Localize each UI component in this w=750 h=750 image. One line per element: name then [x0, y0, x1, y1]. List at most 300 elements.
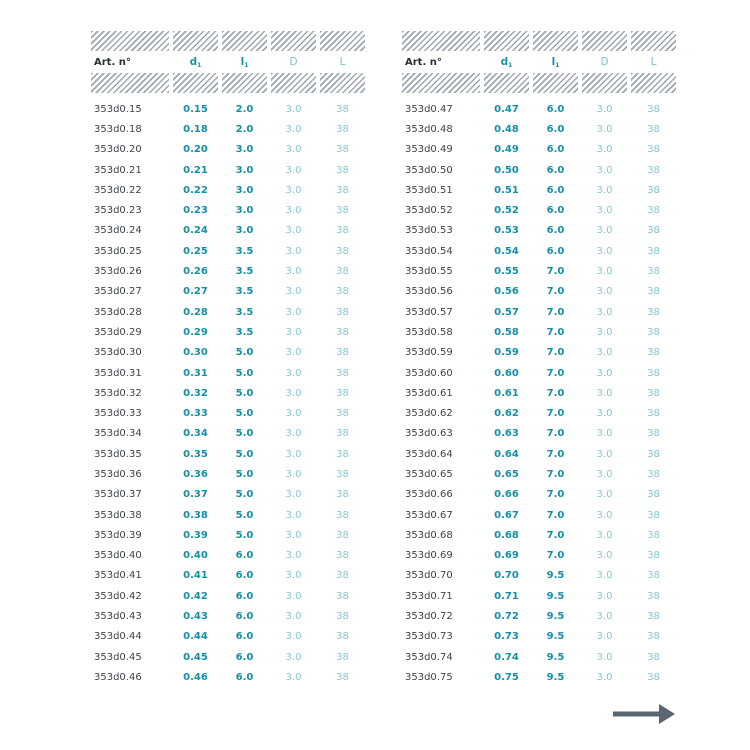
l1-cell: 6.0	[546, 144, 565, 156]
hatch-cell	[402, 31, 480, 51]
l1-cell: 3.5	[235, 286, 254, 298]
hatch-cell	[271, 73, 316, 93]
l1-cell: 7.0	[546, 489, 565, 501]
table-row	[402, 667, 676, 687]
D-cell: 3.0	[285, 306, 302, 318]
art-no-cell: 353d0.15	[94, 103, 142, 115]
d1-cell: 0.42	[183, 590, 208, 602]
l1-cell: 5.0	[235, 529, 254, 541]
hatch-cell	[484, 73, 529, 93]
L-cell: 38	[647, 164, 660, 176]
D-cell: 3.0	[596, 468, 613, 480]
art-no-cell: 353d0.38	[94, 509, 142, 521]
art-no-cell: 353d0.31	[94, 367, 142, 379]
art-no-cell: 353d0.72	[405, 611, 453, 623]
art-no-cell: 353d0.60	[405, 367, 453, 379]
art-no-cell: 353d0.47	[405, 103, 453, 115]
d1-cell: 0.53	[494, 225, 519, 237]
art-no-cell: 353d0.44	[94, 631, 142, 643]
d1-cell: 0.22	[183, 184, 208, 196]
table-row	[91, 140, 365, 160]
d1-cell: 0.74	[494, 651, 519, 663]
L-cell: 38	[336, 408, 349, 420]
D-cell: 3.0	[285, 326, 302, 338]
header-D: D	[289, 56, 298, 68]
L-cell: 38	[647, 347, 660, 359]
L-cell: 38	[336, 550, 349, 562]
D-cell: 3.0	[285, 631, 302, 643]
L-cell: 38	[336, 489, 349, 501]
D-cell: 3.0	[596, 347, 613, 359]
table-row	[402, 282, 676, 302]
art-no-cell: 353d0.24	[94, 225, 142, 237]
d1-cell: 0.68	[494, 529, 519, 541]
art-no-cell: 353d0.21	[94, 164, 142, 176]
L-cell: 38	[336, 428, 349, 440]
table-row	[91, 261, 365, 281]
L-cell: 38	[336, 144, 349, 156]
L-cell: 38	[647, 611, 660, 623]
art-no-cell: 353d0.35	[94, 448, 142, 460]
d1-cell: 0.60	[494, 367, 519, 379]
art-no-cell: 353d0.28	[94, 306, 142, 318]
l1-cell: 6.0	[235, 671, 254, 683]
L-cell: 38	[647, 326, 660, 338]
L-cell: 38	[647, 529, 660, 541]
table-row	[402, 403, 676, 423]
D-cell: 3.0	[285, 245, 302, 257]
l1-cell: 7.0	[546, 509, 565, 521]
L-cell: 38	[647, 144, 660, 156]
table-row	[402, 464, 676, 484]
art-no-cell: 353d0.26	[94, 266, 142, 278]
hatch-cell	[631, 31, 676, 51]
l1-cell: 7.0	[546, 387, 565, 399]
art-no-cell: 353d0.55	[405, 266, 453, 278]
L-cell: 38	[647, 103, 660, 115]
d1-cell: 0.39	[183, 529, 208, 541]
D-cell: 3.0	[596, 103, 613, 115]
hatch-cell	[271, 31, 316, 51]
L-cell: 38	[647, 651, 660, 663]
L-cell: 38	[647, 123, 660, 135]
art-no-cell: 353d0.70	[405, 570, 453, 582]
D-cell: 3.0	[285, 205, 302, 217]
art-no-cell: 353d0.68	[405, 529, 453, 541]
l1-cell: 5.0	[235, 509, 254, 521]
l1-cell: 6.0	[235, 550, 254, 562]
L-cell: 38	[336, 570, 349, 582]
table-row	[91, 119, 365, 139]
table-row	[402, 241, 676, 261]
d1-cell: 0.73	[494, 631, 519, 643]
D-cell: 3.0	[285, 387, 302, 399]
l1-cell: 6.0	[546, 103, 565, 115]
art-no-cell: 353d0.49	[405, 144, 453, 156]
D-cell: 3.0	[285, 590, 302, 602]
table-row	[91, 160, 365, 180]
l1-cell: 3.0	[235, 225, 254, 237]
table-row	[91, 403, 365, 423]
l1-cell: 7.0	[546, 408, 565, 420]
D-cell: 3.0	[596, 651, 613, 663]
D-cell: 3.0	[285, 266, 302, 278]
d1-cell: 0.58	[494, 326, 519, 338]
hatch-cell	[402, 73, 480, 93]
header-L: L	[650, 56, 657, 68]
d1-cell: 0.23	[183, 205, 208, 217]
hatch-cell	[582, 31, 627, 51]
D-cell: 3.0	[596, 245, 613, 257]
table-row	[91, 282, 365, 302]
D-cell: 3.0	[596, 489, 613, 501]
D-cell: 3.0	[285, 570, 302, 582]
d1-cell: 0.75	[494, 671, 519, 683]
L-cell: 38	[647, 266, 660, 278]
l1-cell: 7.0	[546, 529, 565, 541]
d1-cell: 0.28	[183, 306, 208, 318]
l1-cell: 9.5	[546, 631, 565, 643]
L-cell: 38	[647, 286, 660, 298]
d1-cell: 0.44	[183, 631, 208, 643]
art-no-cell: 353d0.62	[405, 408, 453, 420]
d1-cell: 0.69	[494, 550, 519, 562]
art-no-cell: 353d0.43	[94, 611, 142, 623]
l1-cell: 6.0	[546, 164, 565, 176]
hatch-cell	[582, 73, 627, 93]
table-row	[91, 99, 365, 119]
hatch-band-top	[91, 31, 365, 51]
table-row	[402, 180, 676, 200]
D-cell: 3.0	[596, 387, 613, 399]
D-cell: 3.0	[596, 428, 613, 440]
art-no-cell: 353d0.75	[405, 671, 453, 683]
l1-cell: 9.5	[546, 651, 565, 663]
D-cell: 3.0	[596, 184, 613, 196]
d1-cell: 0.55	[494, 266, 519, 278]
header-d1	[484, 51, 529, 73]
art-no-cell: 353d0.30	[94, 347, 142, 359]
d1-cell: 0.33	[183, 408, 208, 420]
table-row	[402, 302, 676, 322]
D-cell: 3.0	[596, 205, 613, 217]
art-no-cell: 353d0.37	[94, 489, 142, 501]
D-cell: 3.0	[285, 550, 302, 562]
table-row	[91, 464, 365, 484]
art-no-cell: 353d0.71	[405, 590, 453, 602]
l1-cell: 9.5	[546, 611, 565, 623]
header-d1-sub: 1	[197, 61, 202, 69]
table-row	[91, 302, 365, 322]
l1-cell: 7.0	[546, 306, 565, 318]
header-l1-label: l	[240, 55, 245, 68]
hatch-cell	[91, 31, 169, 51]
art-no-cell: 353d0.23	[94, 205, 142, 217]
d1-cell: 0.56	[494, 286, 519, 298]
d1-cell: 0.59	[494, 347, 519, 359]
l1-cell: 6.0	[546, 225, 565, 237]
hatch-cell	[484, 31, 529, 51]
L-cell: 38	[336, 225, 349, 237]
L-cell: 38	[336, 306, 349, 318]
art-no-cell: 353d0.74	[405, 651, 453, 663]
L-cell: 38	[336, 103, 349, 115]
L-cell: 38	[647, 428, 660, 440]
d1-cell: 0.49	[494, 144, 519, 156]
l1-cell: 5.0	[235, 387, 254, 399]
d1-cell: 0.50	[494, 164, 519, 176]
D-cell: 3.0	[285, 529, 302, 541]
table-row	[402, 647, 676, 667]
spec-table-left	[87, 31, 369, 688]
l1-cell: 5.0	[235, 408, 254, 420]
L-cell: 38	[647, 225, 660, 237]
table-row	[91, 525, 365, 545]
d1-cell: 0.43	[183, 611, 208, 623]
d1-cell: 0.20	[183, 144, 208, 156]
l1-cell: 6.0	[235, 611, 254, 623]
table-body-right	[402, 99, 676, 688]
L-cell: 38	[647, 671, 660, 683]
D-cell: 3.0	[285, 103, 302, 115]
hatch-cell	[320, 73, 365, 93]
l1-cell: 5.0	[235, 347, 254, 359]
header-art-no: Art. n°	[405, 56, 442, 68]
L-cell: 38	[336, 529, 349, 541]
hatch-cell	[91, 73, 169, 93]
D-cell: 3.0	[285, 611, 302, 623]
D-cell: 3.0	[596, 367, 613, 379]
art-no-cell: 353d0.57	[405, 306, 453, 318]
header-l1-sub: 1	[555, 61, 560, 69]
L-cell: 38	[647, 570, 660, 582]
L-cell: 38	[336, 651, 349, 663]
l1-cell: 7.0	[546, 266, 565, 278]
table-row	[91, 647, 365, 667]
art-no-cell: 353d0.48	[405, 123, 453, 135]
table-row	[91, 627, 365, 647]
art-no-cell: 353d0.27	[94, 286, 142, 298]
art-no-cell: 353d0.64	[405, 448, 453, 460]
L-cell: 38	[336, 509, 349, 521]
L-cell: 38	[336, 286, 349, 298]
d1-cell: 0.18	[183, 123, 208, 135]
art-no-cell: 353d0.29	[94, 326, 142, 338]
L-cell: 38	[336, 184, 349, 196]
art-no-cell: 353d0.65	[405, 468, 453, 480]
table-row	[402, 160, 676, 180]
header-l1	[533, 51, 578, 73]
L-cell: 38	[336, 367, 349, 379]
l1-cell: 6.0	[235, 651, 254, 663]
l1-cell: 3.5	[235, 326, 254, 338]
l1-cell: 5.0	[235, 448, 254, 460]
header-row	[91, 51, 365, 73]
header-row	[402, 51, 676, 73]
L-cell: 38	[336, 123, 349, 135]
table-row	[91, 606, 365, 626]
l1-cell: 7.0	[546, 286, 565, 298]
header-d1-label: d	[189, 55, 198, 68]
art-no-cell: 353d0.33	[94, 408, 142, 420]
hatch-cell	[222, 31, 267, 51]
l1-cell: 6.0	[546, 184, 565, 196]
table-row	[402, 343, 676, 363]
header-l1	[222, 51, 267, 73]
L-cell: 38	[336, 245, 349, 257]
d1-cell: 0.65	[494, 468, 519, 480]
table-row	[402, 221, 676, 241]
table-body-left	[91, 99, 365, 688]
table-row	[402, 99, 676, 119]
l1-cell: 3.5	[235, 245, 254, 257]
D-cell: 3.0	[596, 123, 613, 135]
table-row	[402, 322, 676, 342]
hatch-band-bottom	[91, 73, 365, 93]
d1-cell: 0.62	[494, 408, 519, 420]
table-row	[91, 667, 365, 687]
table-row	[91, 180, 365, 200]
d1-cell: 0.27	[183, 286, 208, 298]
art-no-cell: 353d0.67	[405, 509, 453, 521]
D-cell: 3.0	[596, 225, 613, 237]
L-cell: 38	[336, 164, 349, 176]
l1-cell: 7.0	[546, 550, 565, 562]
L-cell: 38	[647, 631, 660, 643]
table-row	[91, 566, 365, 586]
header-d1	[173, 51, 218, 73]
D-cell: 3.0	[596, 286, 613, 298]
l1-cell: 7.0	[546, 367, 565, 379]
L-cell: 38	[336, 631, 349, 643]
d1-cell: 0.72	[494, 611, 519, 623]
art-no-cell: 353d0.66	[405, 489, 453, 501]
art-no-cell: 353d0.39	[94, 529, 142, 541]
d1-cell: 0.35	[183, 448, 208, 460]
art-no-cell: 353d0.51	[405, 184, 453, 196]
art-no-cell: 353d0.50	[405, 164, 453, 176]
art-no-cell: 353d0.36	[94, 468, 142, 480]
D-cell: 3.0	[285, 428, 302, 440]
d1-cell: 0.71	[494, 590, 519, 602]
table-row	[91, 383, 365, 403]
l1-cell: 7.0	[546, 347, 565, 359]
D-cell: 3.0	[285, 164, 302, 176]
D-cell: 3.0	[596, 306, 613, 318]
L-cell: 38	[647, 550, 660, 562]
L-cell: 38	[647, 509, 660, 521]
d1-cell: 0.51	[494, 184, 519, 196]
art-no-cell: 353d0.63	[405, 428, 453, 440]
d1-cell: 0.57	[494, 306, 519, 318]
header-l1-label: l	[551, 55, 556, 68]
l1-cell: 9.5	[546, 671, 565, 683]
l1-cell: 6.0	[546, 245, 565, 257]
D-cell: 3.0	[596, 570, 613, 582]
D-cell: 3.0	[596, 266, 613, 278]
table-row	[91, 343, 365, 363]
l1-cell: 5.0	[235, 489, 254, 501]
table-row	[91, 586, 365, 606]
table-row	[402, 383, 676, 403]
D-cell: 3.0	[596, 590, 613, 602]
D-cell: 3.0	[596, 509, 613, 521]
l1-cell: 6.0	[546, 123, 565, 135]
table-row	[91, 200, 365, 220]
table-row	[402, 140, 676, 160]
d1-cell: 0.24	[183, 225, 208, 237]
d1-cell: 0.37	[183, 489, 208, 501]
d1-cell: 0.15	[183, 103, 208, 115]
table-row	[91, 363, 365, 383]
hatch-band-top	[402, 31, 676, 51]
L-cell: 38	[336, 448, 349, 460]
header-d1-sub: 1	[508, 61, 513, 69]
D-cell: 3.0	[285, 347, 302, 359]
L-cell: 38	[647, 367, 660, 379]
table-row	[402, 261, 676, 281]
l1-cell: 5.0	[235, 367, 254, 379]
D-cell: 3.0	[596, 529, 613, 541]
d1-cell: 0.70	[494, 570, 519, 582]
hatch-band-bottom	[402, 73, 676, 93]
d1-cell: 0.64	[494, 448, 519, 460]
art-no-cell: 353d0.41	[94, 570, 142, 582]
d1-cell: 0.66	[494, 489, 519, 501]
L-cell: 38	[336, 611, 349, 623]
hatch-cell	[222, 73, 267, 93]
D-cell: 3.0	[596, 164, 613, 176]
header-d1-label: d	[500, 55, 509, 68]
d1-cell: 0.40	[183, 550, 208, 562]
L-cell: 38	[336, 326, 349, 338]
l1-cell: 3.0	[235, 184, 254, 196]
D-cell: 3.0	[285, 671, 302, 683]
D-cell: 3.0	[596, 448, 613, 460]
L-cell: 38	[336, 347, 349, 359]
D-cell: 3.0	[285, 651, 302, 663]
table-row	[402, 424, 676, 444]
l1-cell: 9.5	[546, 570, 565, 582]
art-no-cell: 353d0.52	[405, 205, 453, 217]
spec-table-right	[398, 31, 680, 688]
D-cell: 3.0	[285, 408, 302, 420]
art-no-cell: 353d0.20	[94, 144, 142, 156]
table-row	[91, 485, 365, 505]
header-l1-sub: 1	[244, 61, 249, 69]
L-cell: 38	[647, 489, 660, 501]
D-cell: 3.0	[285, 509, 302, 521]
l1-cell: 2.0	[235, 123, 254, 135]
art-no-cell: 353d0.73	[405, 631, 453, 643]
table-row	[402, 525, 676, 545]
l1-cell: 5.0	[235, 428, 254, 440]
D-cell: 3.0	[285, 489, 302, 501]
L-cell: 38	[336, 590, 349, 602]
d1-cell: 0.32	[183, 387, 208, 399]
right-arrow-icon[interactable]	[613, 704, 675, 724]
D-cell: 3.0	[285, 123, 302, 135]
L-cell: 38	[336, 468, 349, 480]
header-D: D	[600, 56, 609, 68]
l1-cell: 3.0	[235, 164, 254, 176]
table-row	[402, 485, 676, 505]
l1-cell: 3.0	[235, 144, 254, 156]
l1-cell: 2.0	[235, 103, 254, 115]
l1-cell: 6.0	[235, 631, 254, 643]
d1-cell: 0.21	[183, 164, 208, 176]
table-row	[91, 505, 365, 525]
